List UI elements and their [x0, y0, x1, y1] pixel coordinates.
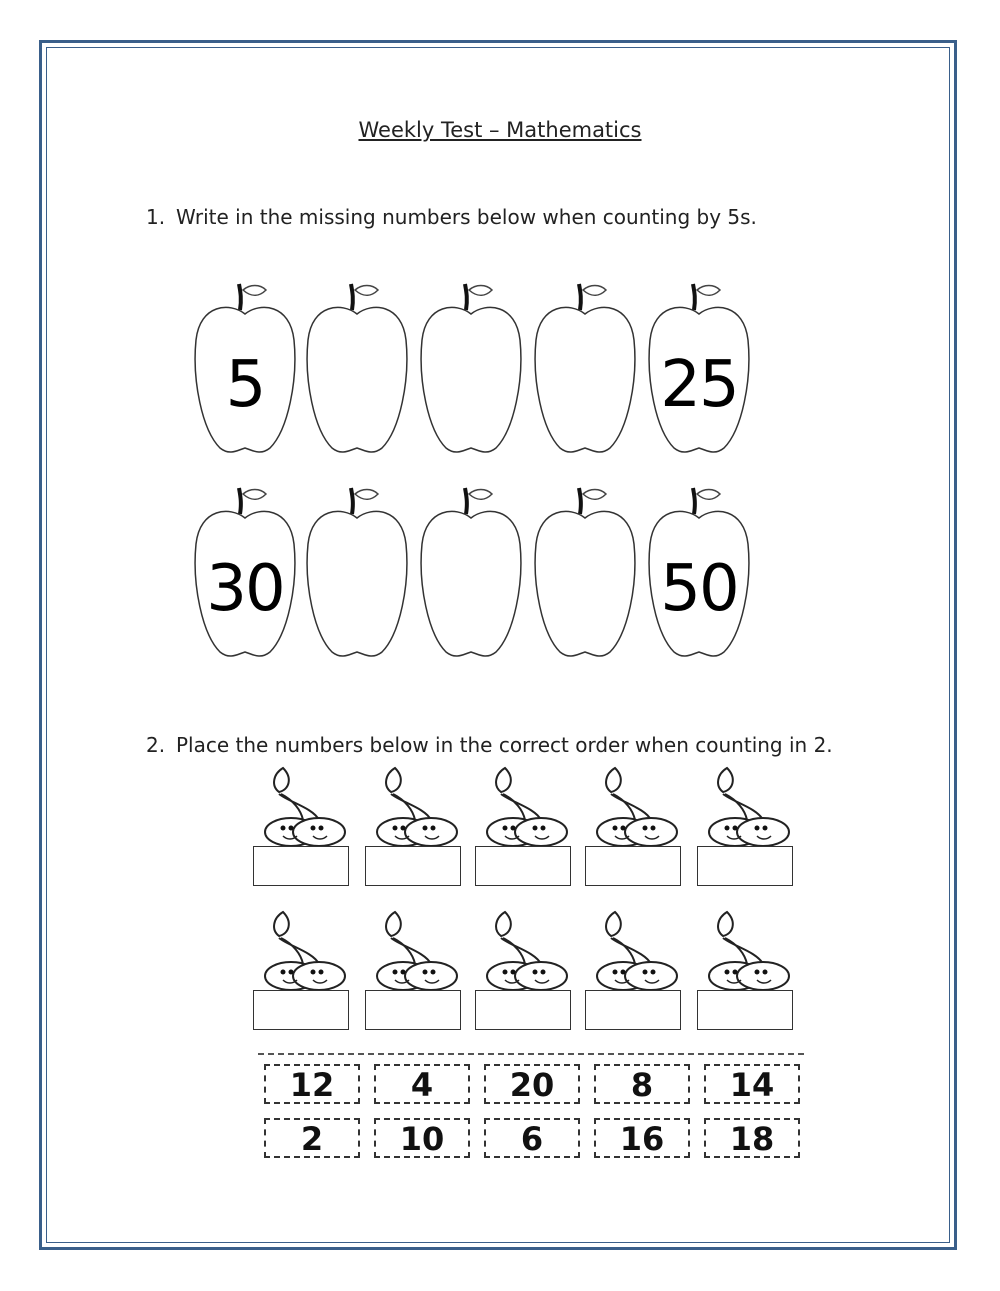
- apple-number: 25: [660, 348, 738, 422]
- answer-box-4[interactable]: [585, 846, 681, 886]
- cherry-3: [475, 764, 575, 894]
- apple-number: 5: [225, 348, 265, 422]
- cherry-icon: [365, 908, 465, 990]
- apple-icon: [530, 280, 640, 460]
- answer-box-8[interactable]: [475, 990, 571, 1030]
- cherry-icon: [253, 764, 353, 846]
- question-1-number: 1.: [146, 205, 166, 229]
- cherry-icon: [697, 764, 797, 846]
- apple-5: [644, 280, 754, 460]
- apple-icon: [416, 280, 526, 460]
- cherry-icon: [697, 908, 797, 990]
- apple-3[interactable]: [416, 280, 526, 460]
- question-2-text: Place the numbers below in the correct order when counting in 2.: [176, 733, 833, 757]
- question-2: [146, 733, 833, 757]
- apple-icon: [302, 280, 412, 460]
- answer-box-1[interactable]: [253, 846, 349, 886]
- cherry-10: [697, 908, 797, 1038]
- apple-icon: [416, 484, 526, 664]
- apple-icon: [302, 484, 412, 664]
- cherry-5: [697, 764, 797, 894]
- cherry-icon: [475, 908, 575, 990]
- apple-icon: [530, 484, 640, 664]
- answer-box-5[interactable]: [697, 846, 793, 886]
- apple-2[interactable]: [302, 280, 412, 460]
- question-1: [146, 205, 757, 229]
- apple-number: 30: [206, 552, 284, 626]
- cherry-icon: [585, 908, 685, 990]
- answer-box-2[interactable]: [365, 846, 461, 886]
- apple-9[interactable]: [530, 484, 640, 664]
- cherry-icon: [475, 764, 575, 846]
- apple-1: [190, 280, 300, 460]
- apple-7[interactable]: [302, 484, 412, 664]
- answer-box-9[interactable]: [585, 990, 681, 1030]
- answer-box-10[interactable]: [697, 990, 793, 1030]
- question-1-text: Write in the missing numbers below when counting by 5s.: [176, 205, 757, 229]
- cherry-icon: [253, 908, 353, 990]
- cherry-9: [585, 908, 685, 1038]
- number-tile-14[interactable]: 14: [704, 1064, 800, 1104]
- number-tile-8[interactable]: 8: [594, 1064, 690, 1104]
- answer-box-7[interactable]: [365, 990, 461, 1030]
- apple-10: [644, 484, 754, 664]
- number-tile-4[interactable]: 4: [374, 1064, 470, 1104]
- cherry-7: [365, 908, 465, 1038]
- number-tile-10[interactable]: 10: [374, 1118, 470, 1158]
- number-tile-16[interactable]: 16: [594, 1118, 690, 1158]
- cherry-4: [585, 764, 685, 894]
- apple-number: 50: [660, 552, 738, 626]
- answer-box-6[interactable]: [253, 990, 349, 1030]
- apple-4[interactable]: [530, 280, 640, 460]
- cherry-8: [475, 908, 575, 1038]
- cut-line: [258, 1053, 804, 1055]
- question-2-number: 2.: [146, 733, 166, 757]
- cherry-icon: [365, 764, 465, 846]
- cherry-icon: [585, 764, 685, 846]
- number-tile-12[interactable]: 12: [264, 1064, 360, 1104]
- cherry-2: [365, 764, 465, 894]
- answer-box-3[interactable]: [475, 846, 571, 886]
- number-tile-20[interactable]: 20: [484, 1064, 580, 1104]
- number-tile-2[interactable]: 2: [264, 1118, 360, 1158]
- number-tile-6[interactable]: 6: [484, 1118, 580, 1158]
- cherry-6: [253, 908, 353, 1038]
- apple-6: [190, 484, 300, 664]
- apple-8[interactable]: [416, 484, 526, 664]
- number-tile-18[interactable]: 18: [704, 1118, 800, 1158]
- cherry-1: [253, 764, 353, 894]
- page-title: Weekly Test – Mathematics: [358, 118, 642, 142]
